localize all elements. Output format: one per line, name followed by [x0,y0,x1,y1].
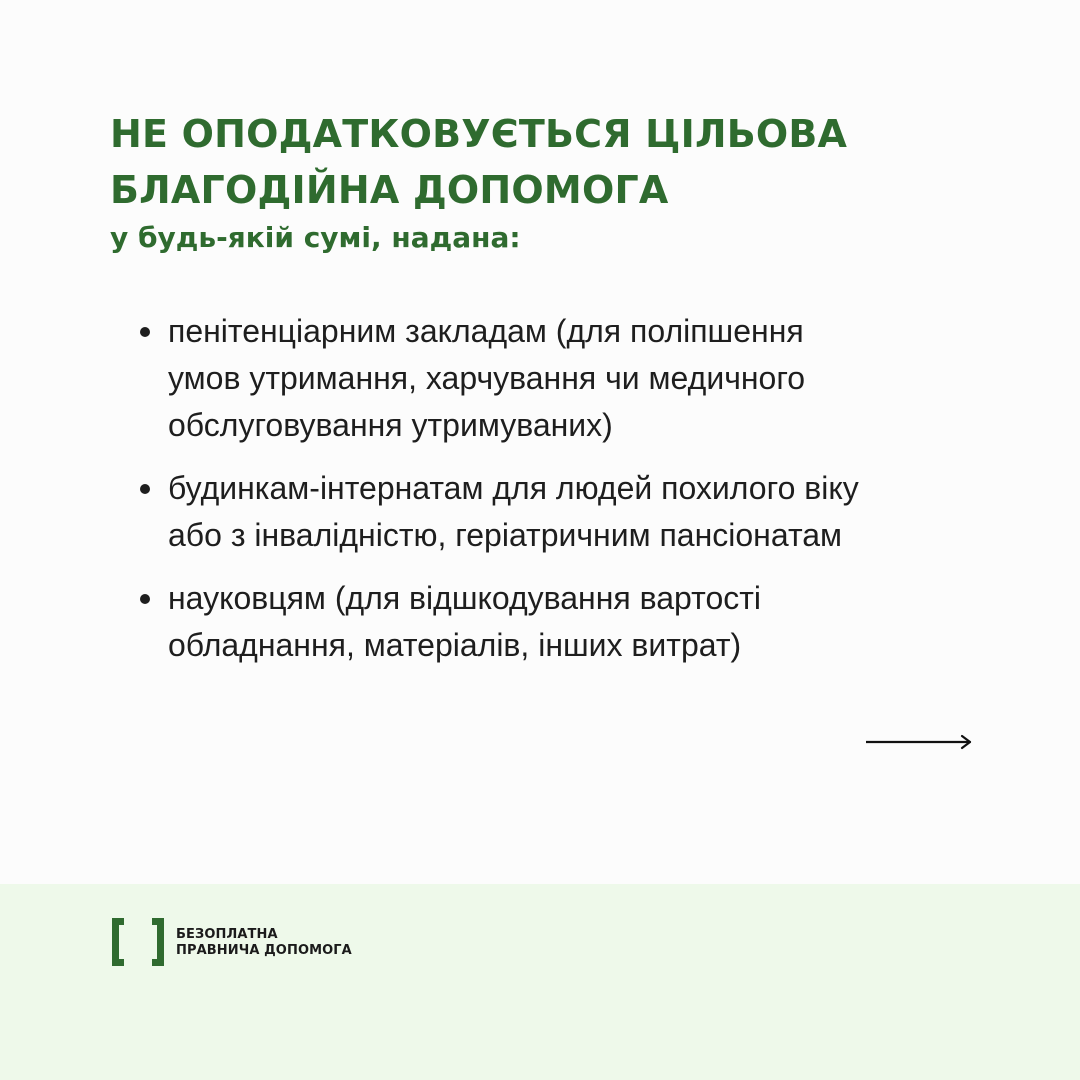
brand-logo [110,916,370,968]
list-item [140,465,1000,559]
list-item-text: науковцям (для відшкодування вартості обладнання, матеріалів, інших витрат) [168,580,761,663]
logo-text-line-2: ПРАВНИЧА ДОПОМОГА [176,943,352,958]
arrow-right-icon[interactable] [866,732,974,752]
title-line-1: НЕ ОПОДАТКОВУЄТЬСЯ ЦІЛЬОВА [110,112,848,156]
footer-band [0,884,1080,1080]
list-item [140,308,1000,449]
bullet-icon [140,327,150,337]
page-title [110,106,970,218]
benefit-list [140,308,1000,685]
logo-text-line-1: БЕЗОПЛАТНА [176,927,278,942]
heading-block [110,106,970,256]
list-item-text: будинкам-інтернатам для людей похилого віку або з інвалідністю, геріатричним пансіонатам [168,470,859,553]
list-item-text: пенітенціарним закладам (для поліпшення умов утримання, харчування чи медичного обслуговування утримуваних) [168,313,806,443]
subtitle: у будь-якій сумі, надана: [110,221,521,254]
logo-text [176,927,352,959]
title-line-2: БЛАГОДІЙНА ДОПОМОГА [110,168,669,212]
bullet-icon [140,594,150,604]
bracket-logo-icon [110,916,166,968]
bullet-icon [140,484,150,494]
list-item [140,575,1000,669]
